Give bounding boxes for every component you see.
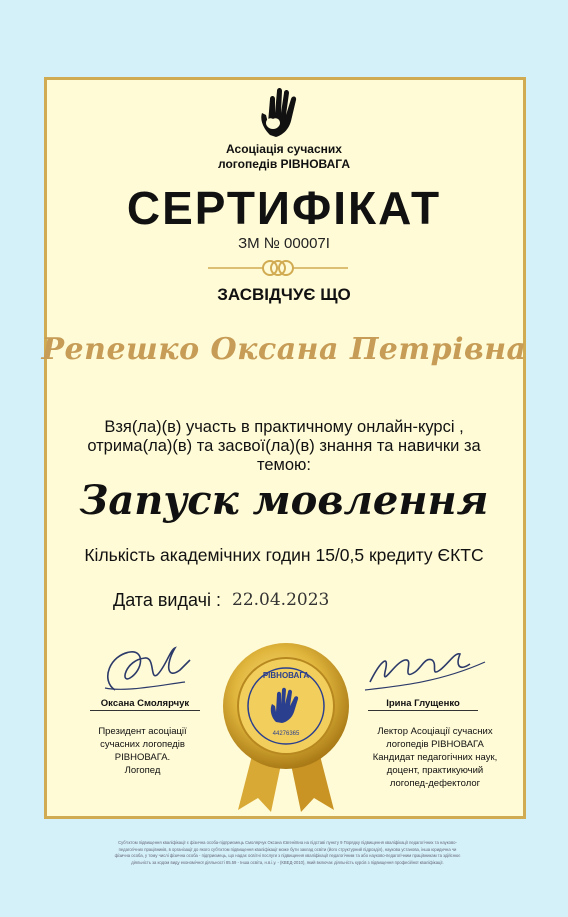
fineprint-line-3: фізична особа, у тому числі фізична особа - підприємець, що надає освітні послуги з підвищення кваліфікації педагогічним та або науково-педагогічним працівникам та здійснює (114, 853, 461, 858)
signature-right (360, 642, 490, 702)
signer-right-role-4: доцент, практикуючий (386, 765, 484, 776)
signer-left-role-3: РІВНОВАГА. (114, 752, 171, 763)
academic-hours: Кількість академічних годин 15/0,5 кредиту ЄКТС (84, 545, 484, 565)
fineprint-line-2: педагогічних працівників, в організації до якого суб'єктом підвищення кваліфікації може бути заклад освіти (його структурний підрозділ), наукова установа, інша юридична чи (118, 846, 457, 852)
organization-name (0, 142, 568, 172)
org-line-2: логопедів РІВНОВАГА (218, 157, 350, 171)
signer-right-name: Ірина Глущенко (386, 698, 460, 709)
hand-logo-icon (256, 85, 304, 140)
seal-text: РІВНОВАГА (262, 671, 310, 680)
participation-line-2: отрима(ла)(в) та засвої(ла)(в) знання та навички за (87, 437, 481, 455)
issue-date-label: Дата видачі : (113, 590, 221, 610)
signer-left-role-4: Логопед (124, 765, 161, 776)
certifies-heading: ЗАСВІДЧУЄ ЩО (217, 285, 351, 304)
certificate-number: ЗМ № 00007І (238, 235, 330, 252)
signer-right-role-1: Лектор Асоціації сучасних (377, 726, 493, 737)
gold-seal-icon (216, 640, 356, 815)
signer-left-role (75, 725, 210, 777)
signer-right-role-2: логопедів РІВНОВАГА (386, 739, 484, 750)
signature-left (95, 640, 195, 700)
participation-text (60, 418, 508, 475)
signer-right-role (355, 725, 515, 790)
issue-date-value: 22.04.2023 (232, 590, 330, 610)
participation-line-1: Взя(ла)(в) участь в практичному онлайн-курсі , (104, 418, 464, 436)
legal-fineprint (50, 840, 525, 866)
course-title: Запуск мовлення (79, 477, 489, 524)
org-line-1: Асоціація сучасних (226, 142, 342, 156)
signer-right-role-5: логопед-дефектолог (389, 778, 481, 789)
rings-divider-icon (208, 258, 348, 278)
signer-left-role-1: Президент асоціації (98, 726, 187, 737)
fineprint-line-4: діяльність за кодом виду економічної діяльності 85.59 - Інша освіта, н.в.і.у. - (КВЕД-2010), який включає діяльність курсів з підвищення професійної кваліфікації. (131, 859, 444, 865)
signer-right-role-3: Кандидат педагогічних наук, (372, 752, 498, 763)
signer-left-name: Оксана Смолярчук (100, 698, 190, 709)
fineprint-line-1: Суб'єктом підвищення кваліфікації є фізична особа-підприємець Смолярчук Оксана Євгеніївна на підставі пункту 9 Порядку підвищення кваліфікації педагогічних та науково- (118, 840, 457, 845)
seal-code: 44276365 (272, 731, 300, 737)
signature-line-left (90, 710, 200, 711)
participation-line-3: темою: (256, 456, 312, 474)
recipient-name: Репешко Оксана Петрівна (41, 332, 527, 367)
certificate-title: СЕРТИФІКАТ (126, 182, 442, 234)
signer-left-role-2: сучасних логопедів (100, 739, 185, 750)
signature-line-right (368, 710, 478, 711)
